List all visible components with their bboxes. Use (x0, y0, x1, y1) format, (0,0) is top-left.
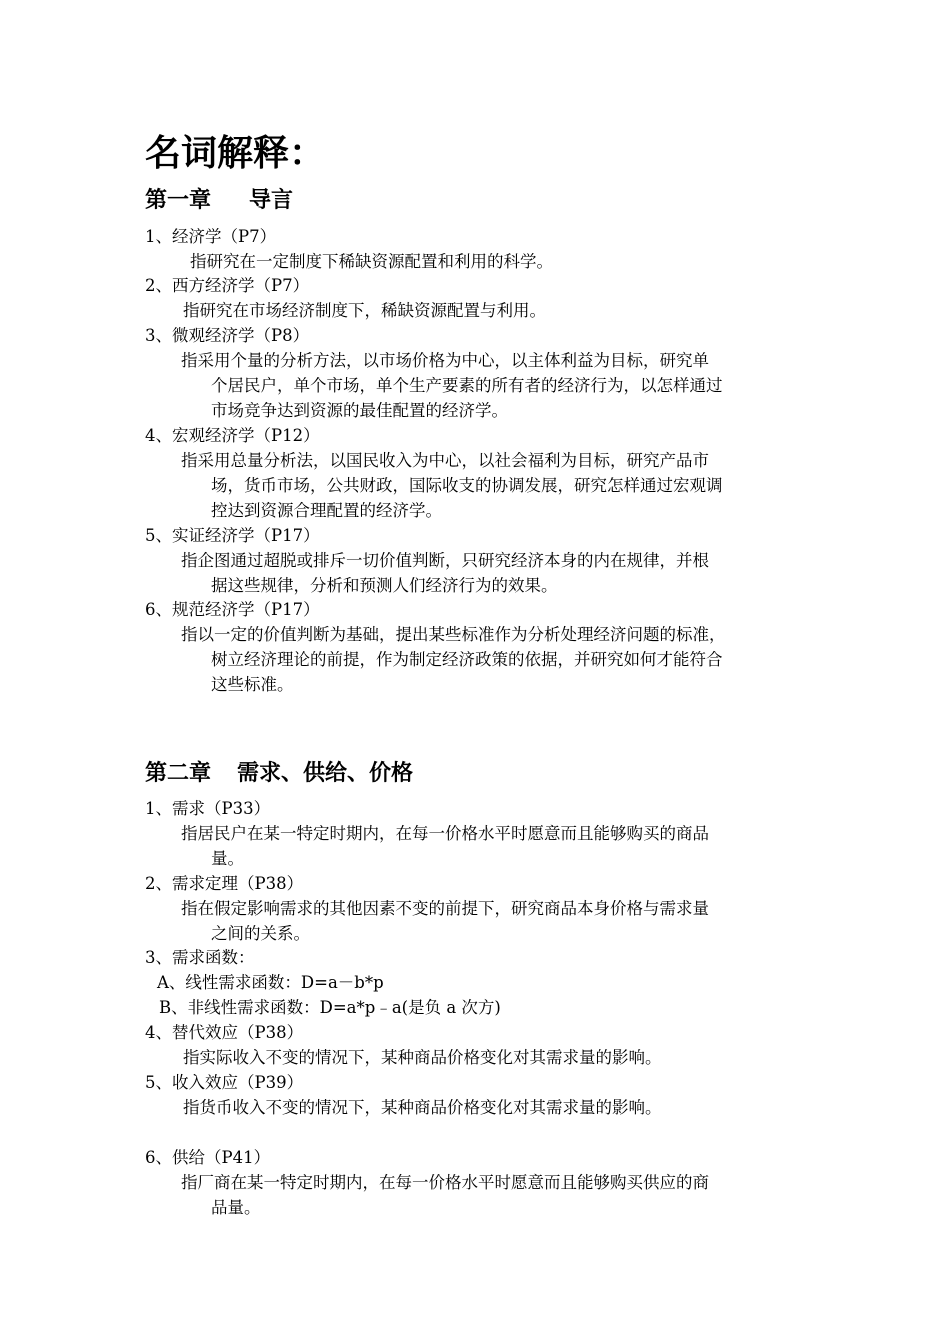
term-supply: 6、供给（P41） (145, 1148, 271, 1167)
term-income-effect: 5、收入效应（P39） (145, 1073, 304, 1092)
chapter-1-number: 第一章 (145, 187, 212, 213)
definition-line: 指采用个量的分析方法，以市场价格为中心，以主体利益为目标，研究单 (181, 351, 709, 370)
definition-line: 品量。 (211, 1197, 261, 1217)
definition-line: 指研究在市场经济制度下，稀缺资源配置与利用。 (183, 301, 546, 320)
definition-line: 市场竞争达到资源的最佳配置的经济学。 (211, 400, 508, 420)
term-microeconomics: 3、微观经济学（P8） (145, 326, 310, 345)
definition-line: 指在假定影响需求的其他因素不变的前提下，研究商品本身价格与需求量 (181, 899, 709, 918)
definition-line: 指居民户在某一特定时期内，在每一价格水平时愿意而且能够购买的商品 (181, 824, 709, 843)
definition-economics (190, 250, 553, 275)
definition-microeconomics (181, 349, 723, 423)
chapter-1-heading (145, 185, 293, 215)
definition-macroeconomics (181, 449, 723, 523)
linear-demand-function: A、线性需求函数：D=a－b*p (157, 973, 384, 992)
definition-line: 个居民户，单个市场，单个生产要素的所有者的经济行为，以怎样通过 (211, 375, 723, 395)
definition-line: 树立经济理论的前提，作为制定经济政策的依据，并研究如何才能符合 (211, 649, 723, 669)
definition-income-effect (183, 1096, 662, 1121)
definition-normative-economics (181, 623, 726, 697)
definition-line: 指以一定的价值判断为基础，提出某些标准作为分析处理经济问题的标准， (181, 625, 726, 644)
definition-line: 控达到资源合理配置的经济学。 (211, 500, 442, 520)
term-demand-function: 3、需求函数： (145, 948, 255, 967)
term-western-economics: 2、西方经济学（P7） (145, 276, 310, 295)
definition-western-economics (183, 299, 546, 324)
definition-positive-economics (181, 549, 709, 599)
definition-line: 指研究在一定制度下稀缺资源配置和利用的科学。 (190, 252, 553, 271)
definition-line: 指货币收入不变的情况下，某种商品价格变化对其需求量的影响。 (183, 1098, 662, 1117)
term-substitution-effect: 4、替代效应（P38） (145, 1023, 304, 1042)
definition-law-of-demand (181, 897, 709, 947)
definition-line: 指实际收入不变的情况下，某种商品价格变化对其需求量的影响。 (183, 1048, 662, 1067)
definition-substitution-effect (183, 1046, 662, 1071)
chapter-1-name: 导言 (249, 187, 294, 213)
chapter-2-heading (145, 758, 413, 788)
definition-line: 之间的关系。 (211, 923, 310, 943)
term-macroeconomics: 4、宏观经济学（P12） (145, 426, 320, 445)
page-title: 名词解释： (145, 132, 326, 174)
term-economics: 1、经济学（P7） (145, 227, 277, 246)
definition-line: 场，货币市场，公共财政，国际收支的协调发展，研究怎样通过宏观调 (211, 475, 723, 495)
definition-demand (181, 822, 709, 872)
term-demand: 1、需求（P33） (145, 799, 271, 818)
definition-line: 这些标准。 (211, 674, 294, 694)
term-normative-economics: 6、规范经济学（P17） (145, 600, 320, 619)
definition-line: 指厂商在某一特定时期内，在每一价格水平时愿意而且能够购买供应的商 (181, 1173, 709, 1192)
nonlinear-demand-function: B、非线性需求函数：D=a*p﹣a(是负 a 次方) (159, 998, 501, 1017)
definition-line: 指采用总量分析法，以国民收入为中心，以社会福利为目标，研究产品市 (181, 451, 709, 470)
chapter-2-name: 需求、供给、价格 (237, 760, 414, 786)
definition-line: 据这些规律，分析和预测人们经济行为的效果。 (211, 575, 558, 595)
term-law-of-demand: 2、需求定理（P38） (145, 874, 304, 893)
definition-line: 量。 (211, 848, 244, 868)
definition-supply (181, 1171, 709, 1221)
definition-line: 指企图通过超脱或排斥一切价值判断，只研究经济本身的内在规律，并根 (181, 551, 709, 570)
term-positive-economics: 5、实证经济学（P17） (145, 526, 320, 545)
chapter-2-number: 第二章 (145, 760, 212, 786)
